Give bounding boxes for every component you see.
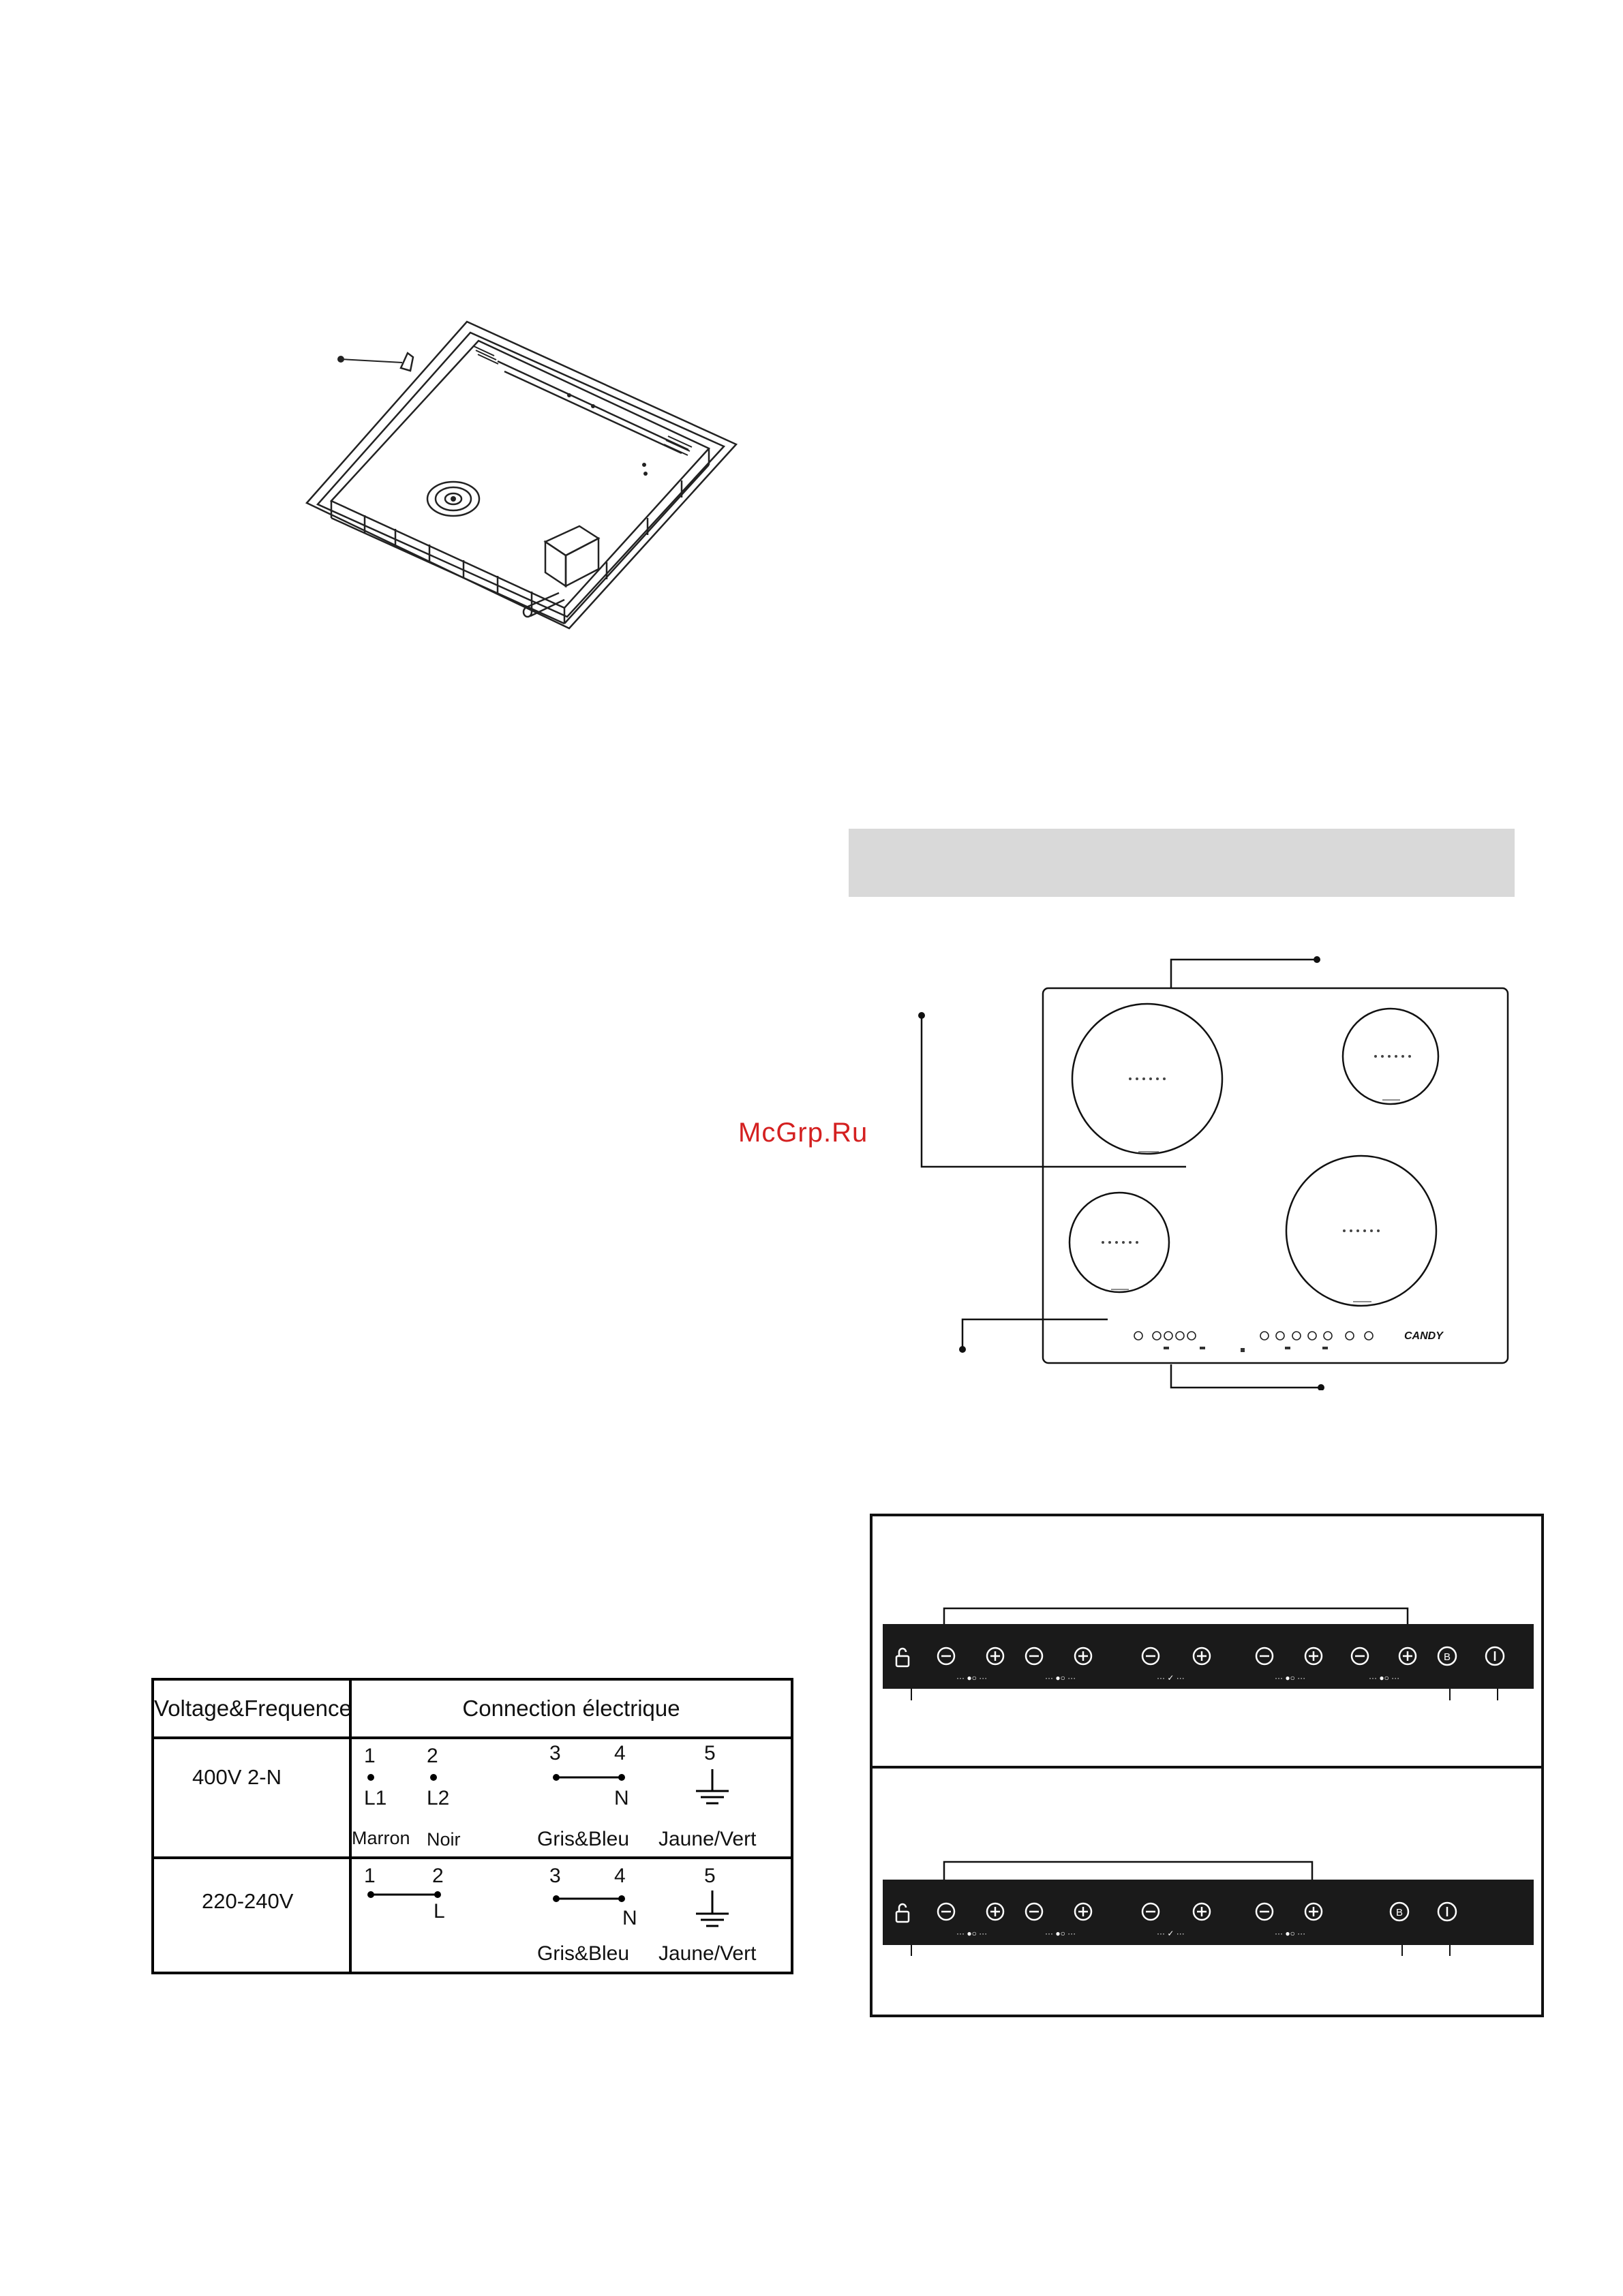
watermark: McGrp.Ru — [738, 1118, 868, 1148]
section-header-bar — [849, 829, 1515, 897]
header-connection: Connection électrique — [350, 1679, 792, 1738]
row-220v-voltage: 220-240V — [153, 1858, 350, 1973]
label-l1: L1 — [364, 1787, 387, 1809]
terminal-5: 5 — [704, 1742, 716, 1764]
svg-text:··· ●○ ···: ··· ●○ ··· — [1045, 1929, 1076, 1938]
hob-top-view — [913, 947, 1513, 1390]
terminal-1: 1 — [364, 1745, 376, 1767]
color-gris-bleu: Gris&Bleu — [537, 1942, 630, 1965]
label-n: N — [622, 1907, 637, 1929]
color-jaune-vert: Jaune/Vert — [658, 1828, 757, 1850]
boost-icon: B — [1396, 1907, 1404, 1918]
terminal-2: 2 — [432, 1865, 444, 1887]
row-220v-connection — [350, 1858, 792, 1973]
svg-text:··· ●○ ···: ··· ●○ ··· — [1275, 1673, 1306, 1683]
terminal-3: 3 — [549, 1742, 561, 1764]
color-noir: Noir — [427, 1829, 461, 1850]
label-l: L — [434, 1900, 445, 1923]
svg-text:··· ✓ ···: ··· ✓ ··· — [1157, 1929, 1185, 1938]
label-n: N — [614, 1787, 629, 1809]
svg-text:··· ●○ ···: ··· ●○ ··· — [1045, 1673, 1076, 1683]
svg-text:··· ●○ ···: ··· ●○ ··· — [956, 1673, 988, 1683]
row-400v-voltage: 400V 2-N — [153, 1738, 350, 1858]
wiring-symbols-400v — [352, 1739, 788, 1859]
terminal-4: 4 — [614, 1742, 626, 1764]
wiring-table — [151, 1678, 793, 1974]
header-voltage: Voltage&Frequence — [153, 1679, 350, 1738]
svg-text:··· ●○ ···: ··· ●○ ··· — [956, 1929, 988, 1938]
color-marron: Marron — [352, 1828, 410, 1848]
wiring-symbols-220v — [352, 1859, 788, 1974]
svg-text:··· ●○ ···: ··· ●○ ··· — [1275, 1929, 1306, 1938]
terminal-4: 4 — [614, 1865, 626, 1887]
color-gris-bleu: Gris&Bleu — [537, 1828, 630, 1850]
svg-text:··· ✓ ···: ··· ✓ ··· — [1157, 1673, 1185, 1683]
terminal-5: 5 — [704, 1865, 716, 1887]
svg-text:··· ●○ ···: ··· ●○ ··· — [1369, 1673, 1400, 1683]
color-jaune-vert: Jaune/Vert — [658, 1942, 757, 1965]
terminal-3: 3 — [549, 1865, 561, 1887]
terminal-2: 2 — [427, 1745, 438, 1767]
row-400v-connection — [350, 1738, 792, 1858]
control-panel-1 — [883, 1608, 1534, 1700]
control-panels-diagram — [869, 1513, 1547, 2031]
terminal-1: 1 — [364, 1865, 376, 1887]
brand-logo: CANDY — [1404, 1330, 1443, 1342]
label-l2: L2 — [427, 1787, 450, 1809]
boost-icon: B — [1444, 1651, 1451, 1663]
control-panel-2 — [883, 1862, 1534, 1956]
installation-diagram — [300, 313, 777, 641]
